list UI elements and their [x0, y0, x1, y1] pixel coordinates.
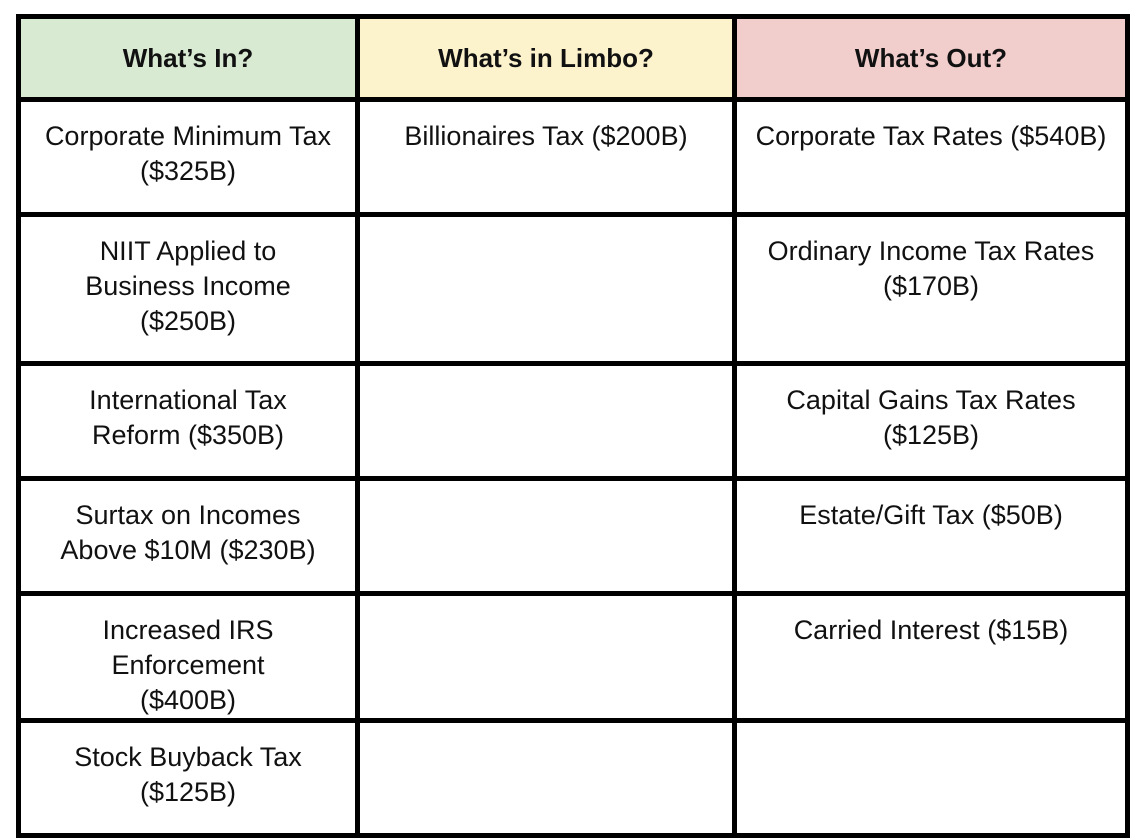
cell-limbo [358, 721, 735, 836]
header-whats-in: What’s In? [19, 17, 358, 100]
cell-out: Corporate Tax Rates ($540B) [735, 100, 1128, 215]
cell-out: Estate/Gift Tax ($50B) [735, 479, 1128, 594]
header-whats-out: What’s Out? [735, 17, 1128, 100]
cell-out: Carried Interest ($15B) [735, 594, 1128, 721]
cell-limbo [358, 364, 735, 479]
tax-provisions-table [16, 14, 1130, 838]
table-row [19, 364, 1128, 479]
cell-limbo: Billionaires Tax ($200B) [358, 100, 735, 215]
cell-in: NIIT Applied to Business Income ($250B) [19, 215, 358, 364]
table-row [19, 100, 1128, 215]
cell-in: Stock Buyback Tax ($125B) [19, 721, 358, 836]
table-row [19, 594, 1128, 721]
cell-in: Increased IRS Enforcement ($400B) [19, 594, 358, 721]
cell-out [735, 721, 1128, 836]
cell-limbo [358, 479, 735, 594]
cell-in: Surtax on Incomes Above $10M ($230B) [19, 479, 358, 594]
header-row [19, 17, 1128, 100]
table-row [19, 215, 1128, 364]
table-row [19, 479, 1128, 594]
table-row [19, 721, 1128, 836]
cell-in: International Tax Reform ($350B) [19, 364, 358, 479]
tax-provisions-table-frame [16, 14, 1125, 812]
cell-out: Ordinary Income Tax Rates ($170B) [735, 215, 1128, 364]
cell-limbo [358, 594, 735, 721]
cell-out: Capital Gains Tax Rates ($125B) [735, 364, 1128, 479]
cell-in: Corporate Minimum Tax ($325B) [19, 100, 358, 215]
cell-limbo [358, 215, 735, 364]
header-whats-in-limbo: What’s in Limbo? [358, 17, 735, 100]
